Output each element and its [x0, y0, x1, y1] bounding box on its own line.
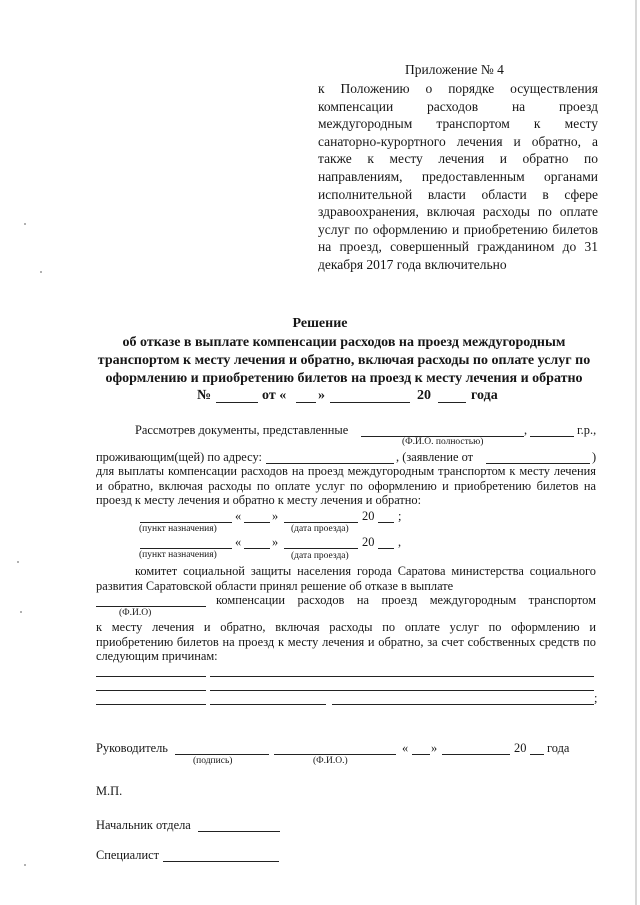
decision-number-field[interactable] — [216, 402, 258, 403]
head-day-field[interactable] — [412, 754, 430, 755]
head-close-quote: » — [431, 741, 438, 755]
decision-close-quote: » — [318, 388, 325, 403]
reason-line-1a[interactable] — [96, 676, 206, 677]
route2-year-prefix: 20 — [362, 535, 375, 549]
route1-date-hint: (дата проезда) — [291, 524, 349, 534]
route1-close-quote: » — [272, 509, 279, 523]
specialist-signature-field[interactable] — [163, 861, 279, 862]
route2-date-hint: (дата проезда) — [291, 551, 349, 561]
reviewed-label: Рассмотрев документы, представленные — [135, 423, 349, 437]
decision-day-field[interactable] — [296, 402, 316, 403]
refused-fio-field[interactable] — [96, 606, 206, 607]
scan-speck — [40, 271, 42, 273]
route1-open-quote: « — [235, 509, 242, 523]
route2-year-field[interactable] — [378, 548, 394, 549]
specialist-label: Специалист — [96, 848, 159, 862]
route2-day-field[interactable] — [244, 548, 270, 549]
appendix-title: Приложение № 4 — [405, 62, 504, 77]
decision-year-field[interactable] — [438, 402, 466, 403]
head-year-prefix: 20 — [514, 741, 527, 755]
head-open-quote: « — [402, 741, 409, 755]
gr-suffix: г.р., — [577, 423, 597, 437]
statement-paren-close: ) — [592, 450, 597, 464]
scan-speck — [24, 864, 26, 866]
committee-paragraph: комитет социальной защиты населения города Саратова министерства социального развития Саратовской области принял решение об отказе в выплате — [96, 564, 596, 593]
route2-month-field[interactable] — [284, 548, 358, 549]
head-month-field[interactable] — [442, 754, 510, 755]
decision-subtitle: об отказе в выплате компенсации расходов на проезд междугородным транспортом к месту лечения и обратно, включая расходы по оплате услуг по оформлению и приобретению билетов на проезд к месту лечения и обратно — [97, 335, 591, 386]
head-label: Руководитель — [96, 741, 168, 755]
reason-line-1b[interactable] — [210, 676, 594, 677]
route1-destination-field[interactable] — [140, 522, 232, 523]
statement-label: , (заявление от — [396, 450, 474, 464]
birth-year-field[interactable] — [530, 436, 574, 437]
purpose-paragraph: для выплаты компенсации расходов на проезд междугородным транспортом к месту лечения и обратно, включая расходы по оплате услуг по оформлению и приобретению билетов на проезд к месту лечения и обратно к месту лечения и обратно: — [96, 464, 596, 508]
compensation-text: компенсации расходов на проезд междугородным транспортом — [216, 593, 596, 607]
department-head-signature-field[interactable] — [198, 831, 280, 832]
fio-short-hint: (Ф.И.О) — [119, 608, 152, 618]
decision-year-prefix: 20 — [417, 388, 431, 403]
route1-year-field[interactable] — [378, 522, 394, 523]
decision-title: Решение — [292, 316, 348, 331]
route1-destination-hint: (пункт назначения) — [139, 524, 217, 534]
head-year-suffix: года — [547, 741, 570, 755]
head-fio-field[interactable] — [274, 754, 396, 755]
reviewed-comma: , — [524, 423, 528, 437]
route2-end: , — [398, 535, 402, 549]
head-year-field[interactable] — [530, 754, 544, 755]
decision-year-suffix: года — [471, 388, 498, 403]
reason-line-3a[interactable] — [96, 704, 206, 705]
route1-day-field[interactable] — [244, 522, 270, 523]
stamp-place-label: М.П. — [96, 784, 123, 798]
reason-line-2a[interactable] — [96, 690, 206, 691]
route1-end: ; — [398, 509, 402, 523]
reason-line-3c[interactable] — [332, 704, 594, 705]
route2-destination-hint: (пункт назначения) — [139, 550, 217, 560]
page-right-edge — [635, 0, 637, 905]
scan-speck — [17, 561, 19, 563]
final-paragraph: к месту лечения и обратно, включая расходы по оплате услуг по оформлению и приобретению билетов на проезд к месту лечения и обратно, за счет собственных средств по следующим причинам: — [96, 620, 596, 664]
reason-line-3b[interactable] — [210, 704, 326, 705]
reasons-semicolon: ; — [594, 691, 598, 705]
route2-destination-field[interactable] — [140, 548, 232, 549]
reason-line-2b[interactable] — [210, 690, 594, 691]
head-fio-hint: (Ф.И.О.) — [313, 756, 348, 766]
head-signature-field[interactable] — [175, 754, 269, 755]
scan-speck — [20, 611, 22, 613]
route2-open-quote: « — [235, 535, 242, 549]
department-head-label: Начальник отдела — [96, 818, 191, 832]
signature-hint: (подпись) — [193, 756, 233, 766]
scan-speck — [24, 223, 26, 225]
fio-full-hint: (Ф.И.О. полностью) — [402, 437, 484, 447]
route2-close-quote: » — [272, 535, 279, 549]
appendix-description: к Положению о порядке осуществления компенсации расходов на проезд междугородным транспортом к месту санаторно-курортного лечения и обратно, а также к месту лечения и обратно по направлениям, предоставленным органами исполнительной власти области в сфере здравоохранения, включая расходы по оплате услуг по оформлению и приобретению билетов на проезд, совершенный гражданином до 31 декабря 2017 года включительно — [318, 81, 598, 272]
decision-month-field[interactable] — [330, 402, 410, 403]
decision-number-label: № — [197, 388, 212, 403]
route1-month-field[interactable] — [284, 522, 358, 523]
residing-label: проживающим(щей) по адресу: — [96, 450, 262, 464]
route1-year-prefix: 20 — [362, 509, 375, 523]
decision-from-label: от « — [262, 388, 287, 403]
